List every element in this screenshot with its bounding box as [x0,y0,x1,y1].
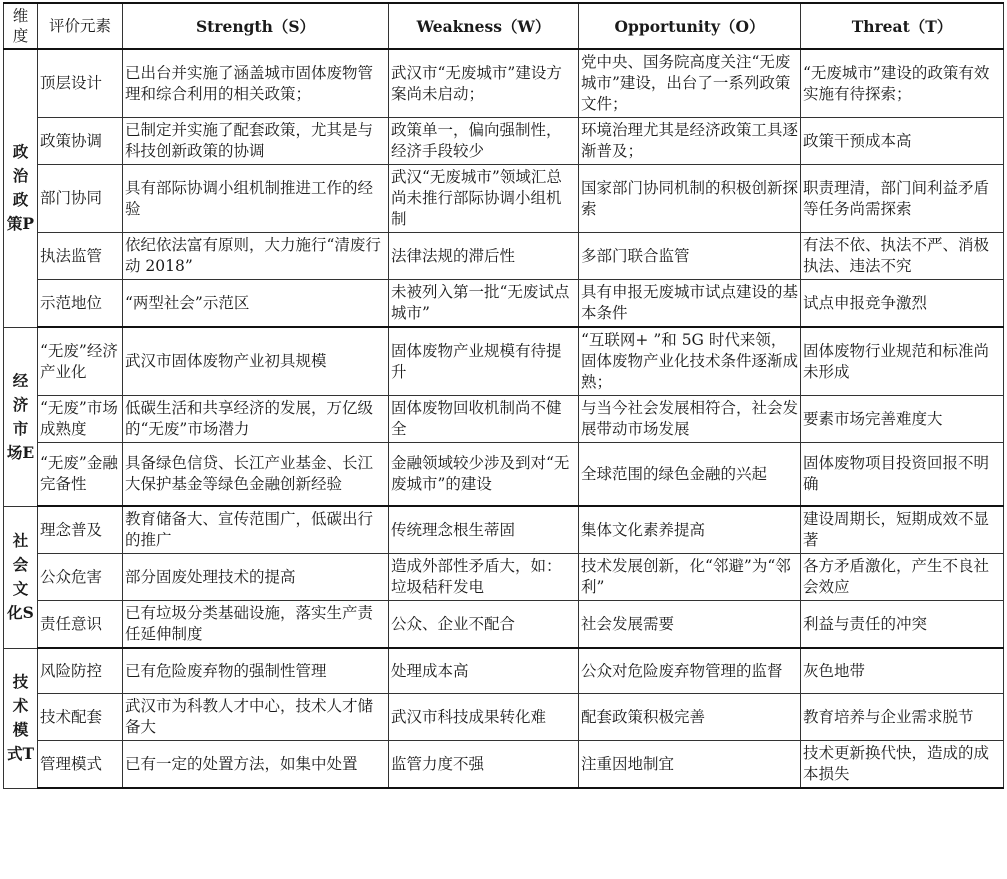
strength-cell: 武汉市为科教人才中心，技术人才储备大 [123,694,389,741]
dimension-cell-technical: 技术模式T [4,648,38,788]
opportunity-cell: 党中央、国务院高度关注“无废城市”建设，出台了一系列政策文件； [579,49,801,118]
threat-cell: 固体废物项目投资回报不明确 [801,443,1004,507]
opportunity-cell: 具有申报无废城市试点建设的基本条件 [579,280,801,328]
weakness-cell: 公众、企业不配合 [389,601,579,649]
weakness-cell: 政策单一，偏向强制性，经济手段较少 [389,118,579,165]
table-row [4,118,1004,165]
element-cell: 公众危害 [38,554,123,601]
table-row [4,396,1004,443]
opportunity-cell: 与当今社会发展相符合，社会发展带动市场发展 [579,396,801,443]
header-weakness: Weakness（W） [389,3,579,49]
strength-cell: 具备绿色信贷、长江产业基金、长江大保护基金等绿色金融创新经验 [123,443,389,507]
weakness-cell: 武汉市科技成果转化难 [389,694,579,741]
strength-cell: 已有一定的处置方法，如集中处置 [123,741,389,789]
threat-cell: “无废城市”建设的政策有效实施有待探索； [801,49,1004,118]
strength-cell: 具有部际协调小组机制推进工作的经验 [123,165,389,233]
element-cell: 技术配套 [38,694,123,741]
opportunity-cell: 配套政策积极完善 [579,694,801,741]
threat-cell: 试点申报竞争激烈 [801,280,1004,328]
strength-cell: 已有垃圾分类基础设施，落实生产责任延伸制度 [123,601,389,649]
table-row [4,165,1004,233]
weakness-cell: 法律法规的滞后性 [389,233,579,280]
table-row [4,506,1004,554]
weakness-cell: 固体废物产业规模有待提升 [389,327,579,396]
header-opportunity: Opportunity（O） [579,3,801,49]
dimension-cell-political: 政治政策P [4,49,38,327]
opportunity-cell: 社会发展需要 [579,601,801,649]
threat-cell: 灰色地带 [801,648,1004,694]
threat-cell: 有法不依、执法不严、消极执法、违法不究 [801,233,1004,280]
header-strength: Strength（S） [123,3,389,49]
table-row [4,443,1004,507]
weakness-cell: 固体废物回收机制尚不健全 [389,396,579,443]
header-row [4,3,1004,49]
strength-cell: 教育储备大、宣传范围广，低碳出行的推广 [123,506,389,554]
weakness-cell: 武汉市“无废城市”建设方案尚未启动； [389,49,579,118]
header-threat: Threat（T） [801,3,1004,49]
table-row [4,554,1004,601]
element-cell: “无废”经济产业化 [38,327,123,396]
table-row [4,233,1004,280]
threat-cell: 建设周期长，短期成效不显著 [801,506,1004,554]
strength-cell: “两型社会”示范区 [123,280,389,328]
strength-cell: 已制定并实施了配套政策，尤其是与科技创新政策的协调 [123,118,389,165]
weakness-cell: 监管力度不强 [389,741,579,789]
opportunity-cell: 技术发展创新，化“邻避”为“邻利” [579,554,801,601]
weakness-cell: 武汉“无废城市”领域汇总尚未推行部际协调小组机制 [389,165,579,233]
strength-cell: 已有危险废弃物的强制性管理 [123,648,389,694]
table-row [4,601,1004,649]
weakness-cell: 造成外部性矛盾大，如：垃圾秸秆发电 [389,554,579,601]
strength-cell: 部分固废处理技术的提高 [123,554,389,601]
header-element: 评价元素 [38,3,123,49]
element-cell: 责任意识 [38,601,123,649]
opportunity-cell: 集体文化素养提高 [579,506,801,554]
element-cell: 示范地位 [38,280,123,328]
threat-cell: 职责理清，部门间利益矛盾等任务尚需探索 [801,165,1004,233]
element-cell: “无废”市场成熟度 [38,396,123,443]
element-cell: 部门协同 [38,165,123,233]
opportunity-cell: “互联网+ ”和 5G 时代来领，固体废物产业化技术条件逐渐成熟； [579,327,801,396]
threat-cell: 固体废物行业规范和标准尚未形成 [801,327,1004,396]
opportunity-cell: 注重因地制宜 [579,741,801,789]
weakness-cell: 传统理念根生蒂固 [389,506,579,554]
weakness-cell: 金融领域较少涉及到对“无废城市”的建设 [389,443,579,507]
table-row [4,327,1004,396]
table-row [4,280,1004,328]
threat-cell: 政策干预成本高 [801,118,1004,165]
strength-cell: 依纪依法富有原则，大力施行“清废行动 2018” [123,233,389,280]
table-row [4,694,1004,741]
opportunity-cell: 环境治理尤其是经济政策工具逐渐普及； [579,118,801,165]
element-cell: 风险防控 [38,648,123,694]
table-row [4,49,1004,118]
threat-cell: 利益与责任的冲突 [801,601,1004,649]
header-dimension: 维度 [4,3,38,49]
swot-table [3,2,1004,789]
weakness-cell: 未被列入第一批“无废试点城市” [389,280,579,328]
opportunity-cell: 国家部门协同机制的积极创新探索 [579,165,801,233]
element-cell: 政策协调 [38,118,123,165]
threat-cell: 各方矛盾激化，产生不良社会效应 [801,554,1004,601]
dimension-cell-economic: 经济市场E [4,327,38,506]
table-row [4,741,1004,789]
element-cell: 管理模式 [38,741,123,789]
table-row [4,648,1004,694]
threat-cell: 技术更新换代快，造成的成本损失 [801,741,1004,789]
strength-cell: 低碳生活和共享经济的发展，万亿级的“无废”市场潜力 [123,396,389,443]
opportunity-cell: 公众对危险废弃物管理的监督 [579,648,801,694]
dimension-cell-social: 社会文化S [4,506,38,648]
element-cell: 顶层设计 [38,49,123,118]
opportunity-cell: 多部门联合监管 [579,233,801,280]
threat-cell: 要素市场完善难度大 [801,396,1004,443]
weakness-cell: 处理成本高 [389,648,579,694]
strength-cell: 武汉市固体废物产业初具规模 [123,327,389,396]
element-cell: 理念普及 [38,506,123,554]
element-cell: “无废”金融完备性 [38,443,123,507]
element-cell: 执法监管 [38,233,123,280]
opportunity-cell: 全球范围的绿色金融的兴起 [579,443,801,507]
threat-cell: 教育培养与企业需求脱节 [801,694,1004,741]
swot-table-container [3,2,1003,789]
strength-cell: 已出台并实施了涵盖城市固体废物管理和综合利用的相关政策； [123,49,389,118]
